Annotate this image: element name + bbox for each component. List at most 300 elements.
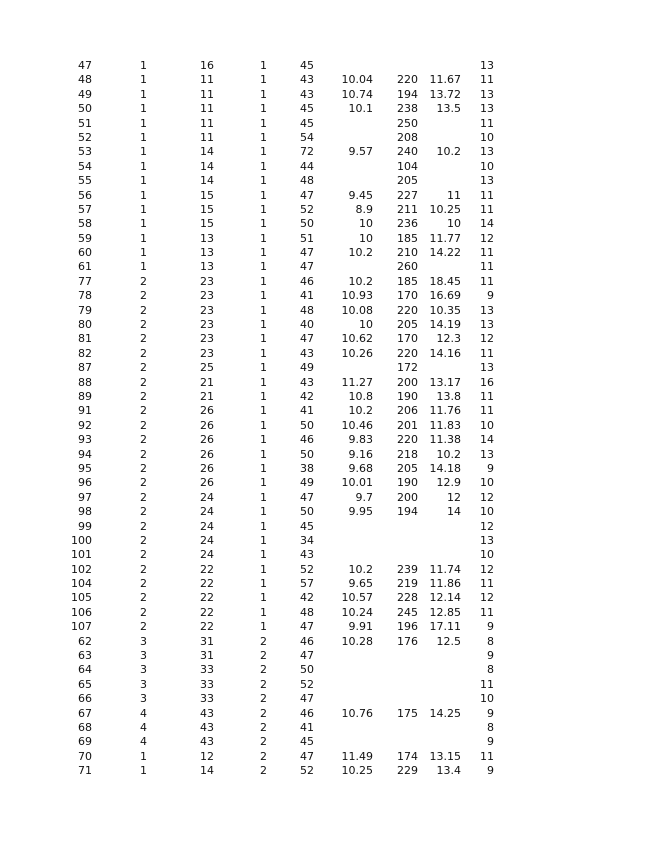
table-cell-col-1: 102 bbox=[71, 562, 92, 576]
table-cell-col-6: 10 bbox=[359, 217, 373, 231]
table-cell-col-3: 15 bbox=[200, 188, 214, 202]
table-cell-col-8: 14.25 bbox=[429, 706, 461, 720]
table-row bbox=[0, 318, 655, 332]
table-cell-col-9: 9 bbox=[487, 461, 494, 475]
table-cell-col-1: 105 bbox=[71, 591, 92, 605]
table-cell-col-9: 11 bbox=[480, 188, 494, 202]
table-cell-col-9: 16 bbox=[480, 375, 494, 389]
table-cell-col-3: 33 bbox=[200, 692, 214, 706]
table-cell-col-1: 77 bbox=[78, 274, 92, 288]
table-cell-col-1: 101 bbox=[71, 548, 92, 562]
table-cell-col-2: 2 bbox=[140, 361, 147, 375]
table-row bbox=[0, 620, 655, 634]
table-cell-col-3: 23 bbox=[200, 274, 214, 288]
table-cell-col-4: 2 bbox=[260, 735, 267, 749]
table-cell-col-5: 45 bbox=[300, 102, 314, 116]
table-cell-col-1: 104 bbox=[71, 577, 92, 591]
table-cell-col-2: 1 bbox=[140, 749, 147, 763]
table-cell-col-3: 15 bbox=[200, 202, 214, 216]
table-cell-col-7: 238 bbox=[397, 102, 418, 116]
table-cell-col-6: 10.57 bbox=[341, 591, 373, 605]
table-cell-col-5: 47 bbox=[300, 749, 314, 763]
table-cell-col-4: 2 bbox=[260, 706, 267, 720]
table-cell-col-3: 11 bbox=[200, 130, 214, 144]
table-row bbox=[0, 678, 655, 692]
table-cell-col-5: 52 bbox=[300, 764, 314, 778]
table-cell-col-5: 48 bbox=[300, 605, 314, 619]
table-row bbox=[0, 577, 655, 591]
table-cell-col-6: 10.28 bbox=[341, 634, 373, 648]
table-row bbox=[0, 491, 655, 505]
table-cell-col-3: 21 bbox=[200, 375, 214, 389]
table-cell-col-3: 22 bbox=[200, 577, 214, 591]
table-cell-col-3: 24 bbox=[200, 548, 214, 562]
table-cell-col-1: 61 bbox=[78, 260, 92, 274]
table-cell-col-9: 12 bbox=[480, 562, 494, 576]
table-cell-col-4: 1 bbox=[260, 159, 267, 173]
table-cell-col-1: 81 bbox=[78, 332, 92, 346]
table-cell-col-4: 2 bbox=[260, 634, 267, 648]
table-cell-col-4: 1 bbox=[260, 303, 267, 317]
table-cell-col-6: 10.04 bbox=[341, 73, 373, 87]
table-cell-col-8: 11.86 bbox=[429, 577, 461, 591]
table-cell-col-9: 11 bbox=[480, 346, 494, 360]
table-cell-col-8: 10.35 bbox=[429, 303, 461, 317]
table-cell-col-5: 45 bbox=[300, 735, 314, 749]
table-cell-col-5: 40 bbox=[300, 318, 314, 332]
table-cell-col-6: 8.9 bbox=[355, 202, 373, 216]
table-cell-col-2: 2 bbox=[140, 332, 147, 346]
table-row bbox=[0, 721, 655, 735]
table-row bbox=[0, 707, 655, 721]
table-cell-col-1: 98 bbox=[78, 505, 92, 519]
table-cell-col-7: 170 bbox=[397, 289, 418, 303]
table-cell-col-1: 106 bbox=[71, 605, 92, 619]
table-cell-col-2: 1 bbox=[140, 130, 147, 144]
table-cell-col-7: 228 bbox=[397, 591, 418, 605]
table-cell-col-8: 14.16 bbox=[429, 346, 461, 360]
table-cell-col-8: 13.8 bbox=[436, 389, 461, 403]
table-cell-col-7: 176 bbox=[397, 634, 418, 648]
table-cell-col-2: 3 bbox=[140, 692, 147, 706]
table-cell-col-6: 9.65 bbox=[348, 577, 373, 591]
table-cell-col-5: 44 bbox=[300, 159, 314, 173]
table-cell-col-6: 10.76 bbox=[341, 706, 373, 720]
table-cell-col-2: 2 bbox=[140, 447, 147, 461]
table-cell-col-6: 9.45 bbox=[348, 188, 373, 202]
table-cell-col-5: 45 bbox=[300, 59, 314, 72]
table-cell-col-1: 58 bbox=[78, 217, 92, 231]
table-row bbox=[0, 419, 655, 433]
table-cell-col-3: 23 bbox=[200, 303, 214, 317]
table-cell-col-5: 41 bbox=[300, 404, 314, 418]
table-cell-col-5: 50 bbox=[300, 663, 314, 677]
table-cell-col-5: 52 bbox=[300, 202, 314, 216]
table-cell-col-4: 1 bbox=[260, 260, 267, 274]
table-cell-col-9: 10 bbox=[480, 692, 494, 706]
table-cell-col-3: 11 bbox=[200, 116, 214, 130]
table-cell-col-4: 1 bbox=[260, 174, 267, 188]
table-cell-col-7: 174 bbox=[397, 749, 418, 763]
table-row bbox=[0, 448, 655, 462]
table-cell-col-2: 2 bbox=[140, 375, 147, 389]
table-row bbox=[0, 275, 655, 289]
table-cell-col-4: 1 bbox=[260, 533, 267, 547]
table-cell-col-9: 11 bbox=[480, 73, 494, 87]
table-cell-col-7: 211 bbox=[397, 202, 418, 216]
table-cell-col-7: 218 bbox=[397, 447, 418, 461]
table-cell-col-7: 229 bbox=[397, 764, 418, 778]
table-row bbox=[0, 189, 655, 203]
table-cell-col-1: 71 bbox=[78, 764, 92, 778]
table-cell-col-6: 10.01 bbox=[341, 476, 373, 490]
table-cell-col-3: 13 bbox=[200, 246, 214, 260]
table-cell-col-1: 67 bbox=[78, 706, 92, 720]
table-cell-col-4: 1 bbox=[260, 318, 267, 332]
table-cell-col-4: 1 bbox=[260, 202, 267, 216]
table-cell-col-4: 1 bbox=[260, 375, 267, 389]
table-cell-col-5: 43 bbox=[300, 87, 314, 101]
table-cell-col-6: 10.2 bbox=[348, 274, 373, 288]
table-cell-col-5: 43 bbox=[300, 346, 314, 360]
table-cell-col-4: 1 bbox=[260, 102, 267, 116]
table-cell-col-3: 11 bbox=[200, 102, 214, 116]
table-cell-col-2: 4 bbox=[140, 735, 147, 749]
table-cell-col-3: 14 bbox=[200, 764, 214, 778]
table-cell-col-1: 53 bbox=[78, 145, 92, 159]
table-row bbox=[0, 476, 655, 490]
table-cell-col-4: 1 bbox=[260, 361, 267, 375]
table-cell-col-6: 9.83 bbox=[348, 433, 373, 447]
table-cell-col-5: 34 bbox=[300, 533, 314, 547]
table-cell-col-9: 13 bbox=[480, 303, 494, 317]
table-cell-col-8: 10.25 bbox=[429, 202, 461, 216]
table-cell-col-7: 201 bbox=[397, 418, 418, 432]
table-cell-col-8: 11.38 bbox=[429, 433, 461, 447]
table-cell-col-9: 8 bbox=[487, 663, 494, 677]
table-cell-col-9: 13 bbox=[480, 174, 494, 188]
table-cell-col-9: 12 bbox=[480, 490, 494, 504]
table-cell-col-2: 1 bbox=[140, 188, 147, 202]
table-cell-col-2: 2 bbox=[140, 346, 147, 360]
table-cell-col-3: 11 bbox=[200, 87, 214, 101]
table-cell-col-6: 10.24 bbox=[341, 605, 373, 619]
table-cell-col-9: 12 bbox=[480, 591, 494, 605]
table-cell-col-5: 47 bbox=[300, 490, 314, 504]
table-cell-col-5: 43 bbox=[300, 375, 314, 389]
table-row bbox=[0, 520, 655, 534]
table-cell-col-9: 12 bbox=[480, 519, 494, 533]
table-cell-col-4: 1 bbox=[260, 591, 267, 605]
table-cell-col-2: 3 bbox=[140, 634, 147, 648]
table-cell-col-2: 2 bbox=[140, 577, 147, 591]
table-cell-col-4: 1 bbox=[260, 145, 267, 159]
table-cell-col-4: 1 bbox=[260, 59, 267, 72]
table-cell-col-2: 1 bbox=[140, 116, 147, 130]
table-cell-col-9: 11 bbox=[480, 404, 494, 418]
table-cell-col-3: 14 bbox=[200, 159, 214, 173]
table-cell-col-8: 16.69 bbox=[429, 289, 461, 303]
table-cell-col-1: 59 bbox=[78, 231, 92, 245]
table-cell-col-3: 23 bbox=[200, 318, 214, 332]
table-cell-col-7: 172 bbox=[397, 361, 418, 375]
table-row bbox=[0, 548, 655, 562]
table-cell-col-6: 10 bbox=[359, 231, 373, 245]
table-cell-col-7: 220 bbox=[397, 346, 418, 360]
table-cell-col-3: 43 bbox=[200, 720, 214, 734]
table-cell-col-4: 1 bbox=[260, 346, 267, 360]
table-cell-col-2: 1 bbox=[140, 59, 147, 72]
table-cell-col-3: 23 bbox=[200, 332, 214, 346]
table-cell-col-4: 1 bbox=[260, 548, 267, 562]
table-cell-col-4: 1 bbox=[260, 519, 267, 533]
table-cell-col-8: 18.45 bbox=[429, 274, 461, 288]
table-row bbox=[0, 462, 655, 476]
table-cell-col-7: 240 bbox=[397, 145, 418, 159]
table-cell-col-8: 12.85 bbox=[429, 605, 461, 619]
table-cell-col-7: 194 bbox=[397, 87, 418, 101]
table-cell-col-3: 12 bbox=[200, 749, 214, 763]
table-cell-col-4: 1 bbox=[260, 332, 267, 346]
table-cell-col-9: 13 bbox=[480, 87, 494, 101]
table-cell-col-7: 205 bbox=[397, 461, 418, 475]
table-cell-col-7: 210 bbox=[397, 246, 418, 260]
table-cell-col-7: 185 bbox=[397, 231, 418, 245]
table-cell-col-7: 170 bbox=[397, 332, 418, 346]
table-cell-col-2: 4 bbox=[140, 706, 147, 720]
table-row bbox=[0, 145, 655, 159]
table-cell-col-1: 64 bbox=[78, 663, 92, 677]
table-cell-col-5: 46 bbox=[300, 274, 314, 288]
table-cell-col-8: 10.2 bbox=[436, 145, 461, 159]
table-row bbox=[0, 59, 655, 73]
table-cell-col-5: 41 bbox=[300, 720, 314, 734]
table-cell-col-1: 47 bbox=[78, 59, 92, 72]
table-row bbox=[0, 606, 655, 620]
table-cell-col-1: 68 bbox=[78, 720, 92, 734]
table-cell-col-4: 2 bbox=[260, 720, 267, 734]
table-cell-col-5: 48 bbox=[300, 174, 314, 188]
table-cell-col-1: 52 bbox=[78, 130, 92, 144]
table-cell-col-7: 194 bbox=[397, 505, 418, 519]
table-cell-col-4: 1 bbox=[260, 274, 267, 288]
table-cell-col-7: 205 bbox=[397, 318, 418, 332]
table-row bbox=[0, 174, 655, 188]
table-cell-col-9: 11 bbox=[480, 116, 494, 130]
table-cell-col-9: 13 bbox=[480, 102, 494, 116]
table-cell-col-6: 9.68 bbox=[348, 461, 373, 475]
table-row bbox=[0, 635, 655, 649]
table-cell-col-1: 87 bbox=[78, 361, 92, 375]
table-cell-col-8: 11.77 bbox=[429, 231, 461, 245]
table-cell-col-1: 57 bbox=[78, 202, 92, 216]
table-cell-col-4: 1 bbox=[260, 461, 267, 475]
table-cell-col-8: 11 bbox=[447, 188, 461, 202]
table-cell-col-1: 50 bbox=[78, 102, 92, 116]
table-cell-col-5: 72 bbox=[300, 145, 314, 159]
table-cell-col-9: 8 bbox=[487, 720, 494, 734]
table-cell-col-7: 200 bbox=[397, 375, 418, 389]
table-row bbox=[0, 649, 655, 663]
table-cell-col-2: 1 bbox=[140, 87, 147, 101]
table-cell-col-8: 13.5 bbox=[436, 102, 461, 116]
table-cell-col-1: 82 bbox=[78, 346, 92, 360]
table-row bbox=[0, 390, 655, 404]
table-cell-col-5: 47 bbox=[300, 246, 314, 260]
table-cell-col-2: 2 bbox=[140, 461, 147, 475]
table-cell-col-8: 10 bbox=[447, 217, 461, 231]
table-cell-col-1: 65 bbox=[78, 677, 92, 691]
table-cell-col-1: 94 bbox=[78, 447, 92, 461]
table-cell-col-9: 10 bbox=[480, 418, 494, 432]
table-cell-col-8: 11.67 bbox=[429, 73, 461, 87]
table-cell-col-9: 9 bbox=[487, 706, 494, 720]
table-cell-col-3: 24 bbox=[200, 519, 214, 533]
table-cell-col-3: 23 bbox=[200, 346, 214, 360]
table-cell-col-1: 56 bbox=[78, 188, 92, 202]
table-cell-col-4: 2 bbox=[260, 677, 267, 691]
table-row bbox=[0, 232, 655, 246]
table-cell-col-2: 2 bbox=[140, 389, 147, 403]
table-row bbox=[0, 433, 655, 447]
table-cell-col-1: 93 bbox=[78, 433, 92, 447]
table-cell-col-3: 26 bbox=[200, 433, 214, 447]
table-cell-col-4: 1 bbox=[260, 289, 267, 303]
table-cell-col-9: 11 bbox=[480, 389, 494, 403]
table-cell-col-8: 12.14 bbox=[429, 591, 461, 605]
table-cell-col-2: 2 bbox=[140, 519, 147, 533]
table-cell-col-9: 14 bbox=[480, 433, 494, 447]
table-cell-col-1: 95 bbox=[78, 461, 92, 475]
table-cell-col-9: 11 bbox=[480, 677, 494, 691]
table-cell-col-3: 24 bbox=[200, 533, 214, 547]
table-cell-col-6: 10.93 bbox=[341, 289, 373, 303]
table-cell-col-8: 13.15 bbox=[429, 749, 461, 763]
table-cell-col-4: 1 bbox=[260, 246, 267, 260]
table-cell-col-3: 26 bbox=[200, 418, 214, 432]
table-cell-col-8: 14.18 bbox=[429, 461, 461, 475]
table-cell-col-6: 10.26 bbox=[341, 346, 373, 360]
table-cell-col-5: 52 bbox=[300, 562, 314, 576]
table-row bbox=[0, 563, 655, 577]
table-cell-col-5: 49 bbox=[300, 476, 314, 490]
table-cell-col-2: 1 bbox=[140, 764, 147, 778]
table-cell-col-9: 10 bbox=[480, 159, 494, 173]
table-cell-col-4: 1 bbox=[260, 231, 267, 245]
table-cell-col-8: 11.83 bbox=[429, 418, 461, 432]
table-cell-col-7: 205 bbox=[397, 174, 418, 188]
table-cell-col-4: 2 bbox=[260, 749, 267, 763]
table-cell-col-7: 220 bbox=[397, 73, 418, 87]
table-cell-col-4: 1 bbox=[260, 217, 267, 231]
table-cell-col-7: 227 bbox=[397, 188, 418, 202]
table-cell-col-6: 10.2 bbox=[348, 246, 373, 260]
table-cell-col-2: 2 bbox=[140, 404, 147, 418]
table-row bbox=[0, 117, 655, 131]
table-cell-col-5: 46 bbox=[300, 706, 314, 720]
table-row bbox=[0, 347, 655, 361]
table-cell-col-1: 70 bbox=[78, 749, 92, 763]
table-cell-col-9: 10 bbox=[480, 130, 494, 144]
table-row bbox=[0, 260, 655, 274]
table-cell-col-6: 10.74 bbox=[341, 87, 373, 101]
table-cell-col-9: 10 bbox=[480, 548, 494, 562]
table-cell-col-3: 26 bbox=[200, 461, 214, 475]
table-cell-col-3: 22 bbox=[200, 620, 214, 634]
table-cell-col-1: 91 bbox=[78, 404, 92, 418]
table-cell-col-5: 51 bbox=[300, 231, 314, 245]
table-cell-col-7: 190 bbox=[397, 476, 418, 490]
table-cell-col-5: 50 bbox=[300, 418, 314, 432]
table-cell-col-5: 50 bbox=[300, 217, 314, 231]
table-cell-col-2: 1 bbox=[140, 145, 147, 159]
table-row bbox=[0, 304, 655, 318]
table-cell-col-9: 11 bbox=[480, 260, 494, 274]
table-cell-col-3: 22 bbox=[200, 562, 214, 576]
table-cell-col-2: 1 bbox=[140, 159, 147, 173]
table-cell-col-2: 1 bbox=[140, 202, 147, 216]
table-cell-col-4: 2 bbox=[260, 764, 267, 778]
table-cell-col-1: 49 bbox=[78, 87, 92, 101]
table-cell-col-3: 14 bbox=[200, 145, 214, 159]
table-cell-col-6: 10.2 bbox=[348, 562, 373, 576]
table-cell-col-4: 1 bbox=[260, 605, 267, 619]
table-cell-col-4: 1 bbox=[260, 505, 267, 519]
table-cell-col-5: 45 bbox=[300, 519, 314, 533]
table-row bbox=[0, 217, 655, 231]
table-cell-col-2: 2 bbox=[140, 303, 147, 317]
table-cell-col-5: 54 bbox=[300, 130, 314, 144]
table-cell-col-4: 1 bbox=[260, 73, 267, 87]
table-cell-col-6: 10.1 bbox=[348, 102, 373, 116]
table-cell-col-6: 10.8 bbox=[348, 389, 373, 403]
table-cell-col-3: 33 bbox=[200, 677, 214, 691]
table-cell-col-7: 200 bbox=[397, 490, 418, 504]
table-cell-col-1: 48 bbox=[78, 73, 92, 87]
table-cell-col-5: 49 bbox=[300, 361, 314, 375]
table-cell-col-4: 1 bbox=[260, 433, 267, 447]
table-cell-col-3: 11 bbox=[200, 73, 214, 87]
table-cell-col-6: 9.57 bbox=[348, 145, 373, 159]
table-cell-col-9: 14 bbox=[480, 217, 494, 231]
table-cell-col-9: 13 bbox=[480, 318, 494, 332]
table-cell-col-1: 69 bbox=[78, 735, 92, 749]
table-cell-col-3: 26 bbox=[200, 404, 214, 418]
table-cell-col-2: 2 bbox=[140, 318, 147, 332]
table-cell-col-5: 42 bbox=[300, 389, 314, 403]
table-cell-col-4: 1 bbox=[260, 577, 267, 591]
table-cell-col-2: 3 bbox=[140, 677, 147, 691]
table-cell-col-1: 99 bbox=[78, 519, 92, 533]
table-cell-col-9: 11 bbox=[480, 202, 494, 216]
table-cell-col-5: 50 bbox=[300, 505, 314, 519]
table-row bbox=[0, 88, 655, 102]
table-cell-col-2: 4 bbox=[140, 720, 147, 734]
table-cell-col-8: 14.19 bbox=[429, 318, 461, 332]
table-cell-col-3: 24 bbox=[200, 505, 214, 519]
table-cell-col-1: 80 bbox=[78, 318, 92, 332]
table-cell-col-2: 2 bbox=[140, 533, 147, 547]
table-cell-col-2: 1 bbox=[140, 231, 147, 245]
table-row bbox=[0, 404, 655, 418]
table-cell-col-4: 1 bbox=[260, 490, 267, 504]
table-cell-col-1: 55 bbox=[78, 174, 92, 188]
table-cell-col-5: 47 bbox=[300, 649, 314, 663]
table-cell-col-5: 47 bbox=[300, 332, 314, 346]
table-cell-col-2: 1 bbox=[140, 260, 147, 274]
table-cell-col-9: 13 bbox=[480, 145, 494, 159]
table-cell-col-4: 1 bbox=[260, 130, 267, 144]
